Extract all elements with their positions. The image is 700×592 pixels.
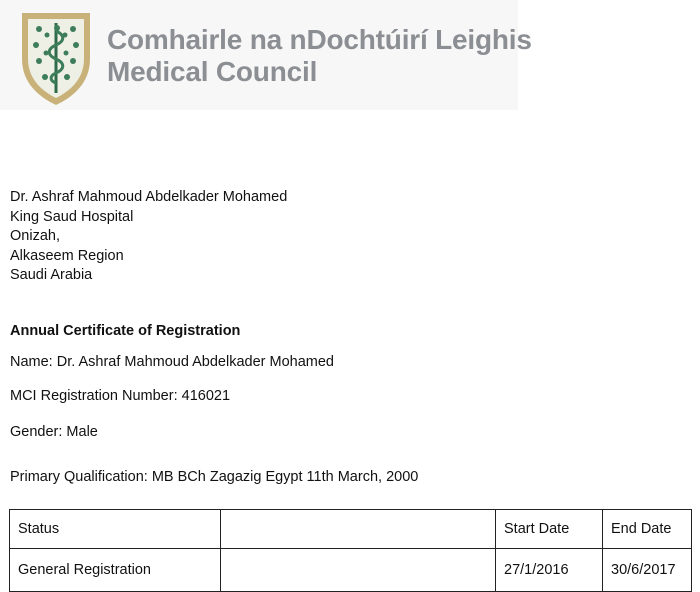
council-name-english: Medical Council: [107, 56, 318, 87]
address-line: Dr. Ashraf Mahmoud Abdelkader Mohamed: [10, 189, 288, 205]
address-line: Onizah,: [10, 228, 60, 245]
caduceus-shamrock-shield-icon: [19, 9, 93, 107]
council-name: [107, 24, 532, 88]
cell-end-date: 30/6/2017: [603, 549, 692, 592]
registrant-name: Name: Dr. Ashraf Mahmoud Abdelkader Mohamed: [10, 354, 334, 370]
address-line: Saudi Arabia: [10, 267, 93, 284]
cell-status: General Registration: [10, 549, 221, 592]
header-end-date: End Date: [603, 510, 692, 549]
cell-start-date: 27/1/2016: [496, 549, 603, 592]
recipient-address: [10, 188, 287, 286]
table-row: [10, 549, 692, 592]
council-name-irish: Comhairle na nDochtúirí Leighis: [107, 24, 532, 55]
header-blank: [221, 510, 496, 549]
certificate-title: Annual Certificate of Registration: [10, 323, 241, 339]
cell-blank: [221, 549, 496, 592]
header-start-date: Start Date: [496, 510, 603, 549]
letterhead-logo-band: [0, 0, 532, 110]
header-status: Status: [10, 510, 221, 549]
gender: Gender: Male: [10, 424, 98, 440]
table-header-row: [10, 510, 692, 549]
address-line: Alkaseem Region: [10, 247, 124, 264]
address-line: King Saud Hospital: [10, 208, 134, 225]
registration-number: MCI Registration Number: 416021: [10, 388, 231, 404]
primary-qualification: Primary Qualification: MB BCh Zagazig Egypt 11th March, 2000: [10, 469, 419, 485]
registration-table: [9, 509, 692, 592]
